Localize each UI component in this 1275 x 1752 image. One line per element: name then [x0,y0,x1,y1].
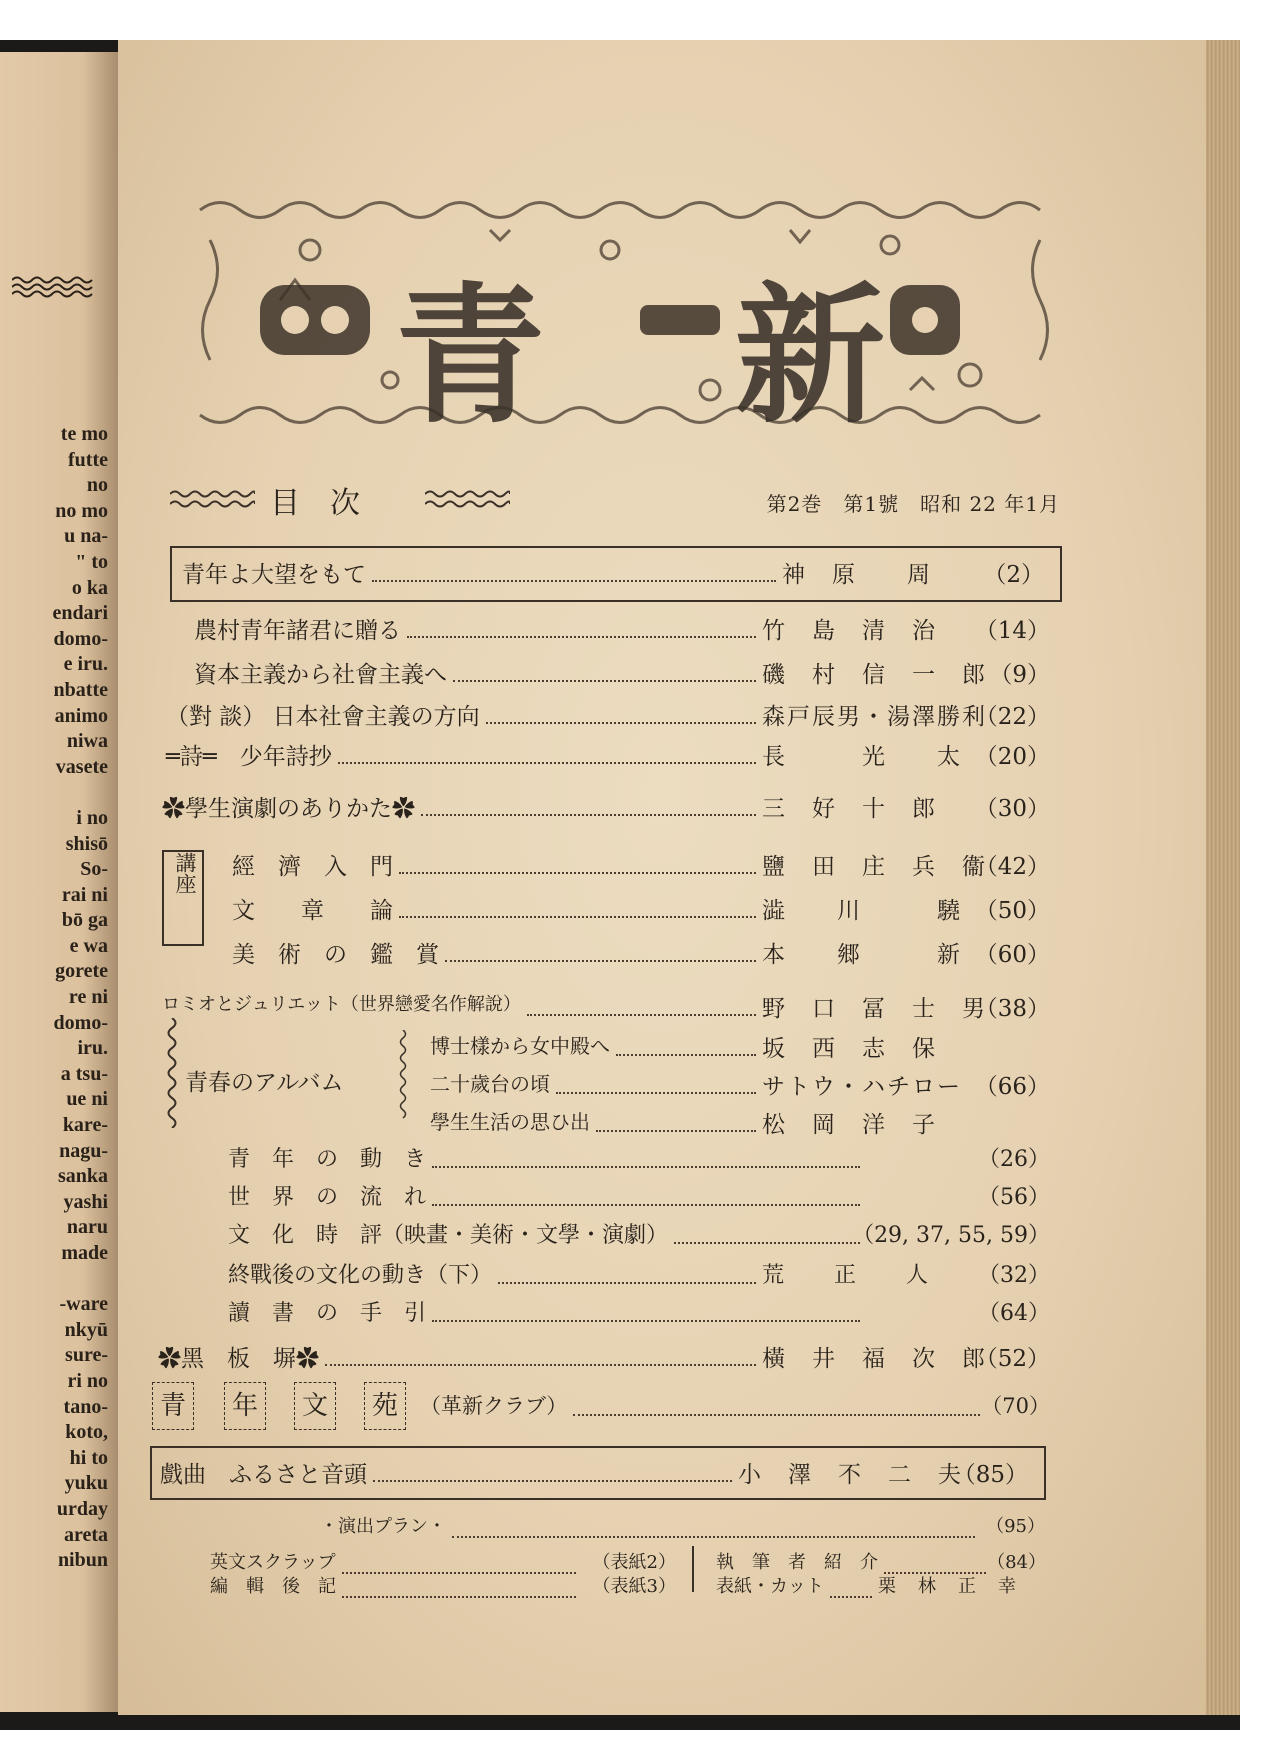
entry-author: 坂 西 志 保 [762,1036,937,1062]
footer-left-entry[interactable] [210,1572,676,1606]
left-page-line: futte [68,448,108,471]
left-page-line: re ni [68,986,108,1009]
entry-title: （對 談） 日本社會主義の方向 [166,704,480,730]
entry-title: 資本主義から社會主義へ [194,662,447,688]
left-page-line: nbatte [53,678,108,701]
left-page-line: endari [52,602,108,625]
album-label: 青春のアルバム [185,1070,344,1096]
entry-author: 野 口 冨 士 男 [762,996,987,1022]
masthead-ornament [190,190,1060,440]
entry-title: 青年よ大望をもて [182,562,366,588]
left-page-line: nagu- [59,1139,108,1162]
entry-page: （38） [974,996,1050,1022]
entry-title: 讀 書 の 手 引 [228,1301,427,1326]
leader-dots [573,1414,980,1416]
left-page-line: ue ni [66,1088,108,1111]
leader-dots [486,722,756,724]
bunen-char: 年 [231,1391,258,1421]
entry-title: 青 年 の 動 き [228,1147,427,1172]
left-page-line: yashi [63,1190,108,1213]
entry-author: 三 好 十 郎 [762,796,937,822]
leader-dots [556,1092,756,1094]
entry-page: （85） [952,1462,1028,1488]
entry-page: （64） [978,1301,1050,1326]
left-page-line: ri no [67,1369,108,1392]
entry-title: （革新クラブ） [420,1394,568,1418]
left-page-line: rai ni [61,883,108,906]
leader-dots [830,1596,872,1598]
plan-entry[interactable] [320,1512,1045,1546]
masthead-logo [190,190,1060,444]
leader-dots [373,1480,732,1482]
course-entry[interactable] [232,936,1050,970]
masthead-title-right: 新 [735,270,886,444]
entry-page: （52） [974,1346,1050,1372]
leader-dots [452,1536,975,1538]
left-page-line: no [86,474,108,497]
footer-divider [692,1546,694,1592]
left-page-line: kare- [62,1114,108,1137]
bunen-char: 文 [301,1391,328,1421]
entry-title: 文 化 時 評（映畫・美術・文學・演劇） [228,1223,669,1248]
entry-author: 神 原 周 [782,562,932,588]
left-page-line: hi to [69,1446,108,1469]
left-page-line: yuku [64,1472,108,1495]
left-page-line: sanka [57,1165,108,1188]
album-entry[interactable] [430,1068,1050,1102]
misc-entry[interactable] [228,1258,1050,1292]
entry-author: 松 岡 洋 子 [762,1112,937,1138]
page-edge [1206,40,1240,1715]
left-page-line: koto, [65,1421,108,1444]
footer-right-entry[interactable] [716,1572,1046,1606]
left-page-line: -ware [59,1293,108,1316]
entry-title: ✿黑 板 塀✿ [158,1346,319,1372]
entry-page: （56） [978,1185,1050,1210]
leader-dots [338,762,756,764]
left-page-line: a tsu- [60,1062,108,1085]
album-subbrace [398,1030,408,1122]
entry-title: 經 濟 入 門 [232,854,393,880]
entry-title: 世 界 の 流 れ [228,1185,427,1210]
entry-author: 鹽 田 庄 兵 衞 [762,854,987,880]
course-label [164,852,198,908]
left-page-line: made [61,1242,108,1264]
entry-page: （20） [974,744,1050,770]
left-page [0,52,118,1712]
leader-dots [498,1282,756,1284]
entry-title: 農村青年諸君に贈る [194,618,401,644]
left-page-line [52,780,108,806]
entry-page: （32） [978,1263,1050,1288]
leader-dots [421,814,756,816]
wave-ornament [170,486,255,512]
entry-author: 本 郷 新 [762,942,962,968]
leader-dots [445,960,756,962]
entry-page: （表紙2） [592,1552,676,1573]
bunen-char-box [224,1382,266,1430]
album-entry[interactable] [430,1106,1050,1140]
leader-dots [596,1130,756,1132]
entry-author: 森戸辰男・湯澤勝利 [762,704,987,730]
entry-page: （30） [974,796,1050,822]
misc-entry[interactable] [228,1142,1050,1176]
left-page-line: o ka [71,576,108,599]
misc-entry[interactable] [228,1296,1050,1330]
entry-author: 栗 林 正 幸 [878,1576,1018,1597]
masthead-title-left: 青 [395,270,546,444]
entry-author: 荒 正 人 [762,1263,931,1288]
left-page-line: domo- [53,627,108,650]
entry-page: （9） [989,662,1050,688]
left-page-line: no mo [55,499,108,522]
course-label-text: 講座 [173,852,197,894]
left-page-line: naru [66,1216,108,1239]
left-page-line: e iru. [63,653,108,676]
leader-dots [399,916,756,918]
entry-title: 英文スクラップ [210,1552,336,1573]
entry-title: 執 筆 者 紹 介 [716,1552,878,1573]
entry-author: 澁 川 驍 [762,898,962,924]
left-page-line: So- [80,858,108,881]
entry-page: （2） [983,562,1044,588]
bunen-char: 苑 [371,1391,398,1421]
left-page-line: domo- [53,1011,108,1034]
leader-dots [432,1204,860,1206]
entry-author: 竹 島 清 治 [762,618,937,644]
lead-article[interactable] [182,556,1044,590]
bunen-char-box [364,1382,406,1430]
left-page-line: vasete [55,755,108,778]
play-entry[interactable] [160,1456,1028,1490]
entry-page: （84） [987,1552,1046,1573]
entry-title: 二十歲台の頃 [430,1072,550,1096]
toc-heading: 目 次 [270,486,360,521]
entry-title: 美 術 の 鑑 賞 [232,942,439,968]
bunen-char-box [152,1382,194,1430]
entry-page: （50） [974,898,1050,924]
leader-dots [399,872,756,874]
entry-page: （95） [986,1516,1045,1537]
entry-author: 長 光 太 [762,744,962,770]
leader-dots [407,636,756,638]
entry-page: （29, 37, 55, 59） [852,1223,1050,1248]
left-page-text [52,422,108,1574]
entry-page: （70） [981,1394,1050,1418]
bunen-char: 青 [159,1391,186,1421]
entry-title: ✿學生演劇のありかた✿ [162,796,415,822]
entry-title: ═詩═ 少年詩抄 [166,744,332,770]
entry-page: （22） [974,704,1050,730]
misc-entry[interactable] [228,1218,1050,1252]
left-page-line: areta [63,1523,108,1546]
album-entry[interactable] [430,1030,1050,1064]
entry-title: 編 輯 後 記 [210,1576,336,1597]
entry-title: ・演出プラン・ [320,1516,446,1537]
left-page-line: sure- [65,1344,108,1367]
left-page-line: iru. [77,1037,108,1060]
left-page-line: animo [54,704,108,727]
article-entry[interactable] [166,738,1050,772]
left-page-line: nkyū [64,1318,108,1341]
left-page-line: bō ga [61,909,108,932]
article-entry[interactable] [194,612,1050,646]
entry-author: サトウ・ハチロー [762,1074,962,1100]
entry-page: （42） [974,854,1050,880]
article-entry[interactable] [166,698,1050,732]
left-page-line: te mo [60,423,108,445]
left-page-line: " to [75,550,108,573]
blackboard-entry[interactable] [158,1340,1050,1374]
romeo-entry[interactable] [162,990,1050,1024]
left-page-line [52,1267,108,1293]
issue-info: 第2巻 第1號 昭和 22 年1月 [766,492,1060,516]
leader-dots [432,1166,860,1168]
left-page-line: shisō [65,832,108,855]
article-entry[interactable] [162,790,1050,824]
course-entry[interactable] [232,892,1050,926]
entry-page: （表紙3） [592,1576,676,1597]
entry-page: （60） [974,942,1050,968]
entry-title: 終戰後の文化の動き（下） [228,1263,493,1288]
left-page-line: niwa [66,730,108,753]
wave-ornament [425,486,510,512]
leader-dots [453,680,756,682]
left-page-line: tano- [63,1395,108,1418]
album-brace [165,1018,179,1128]
entry-title: 文 章 論 [232,898,393,924]
leader-dots [432,1320,860,1322]
bunen-char-box [294,1382,336,1430]
toc-header [170,478,1060,522]
entry-title: 學生生活の思ひ出 [430,1110,590,1134]
entry-title: 戲曲 ふるさと音頭 [160,1462,367,1488]
leader-dots [527,1014,756,1016]
entry-title: 表紙・カット [716,1576,824,1597]
leader-dots [674,1242,860,1244]
bunen-sub-entry[interactable] [420,1390,1050,1424]
entry-author: 小 澤 不 二 夫 [738,1462,963,1488]
entry-author: 橫 井 福 次 郎 [762,1346,987,1372]
entry-page: （66） [974,1074,1050,1100]
entry-page: （26） [978,1147,1050,1172]
left-page-line: urday [56,1497,108,1520]
wave-ornament [12,274,98,300]
left-page-line: e wa [69,934,108,957]
leader-dots [325,1364,756,1366]
entry-title: 博士樣から女中殿へ [430,1034,610,1058]
leader-dots [372,580,776,582]
left-page-line: gorete [55,960,108,983]
entry-author: 磯 村 信 一 郎 [762,662,987,688]
article-entry[interactable] [194,656,1050,690]
left-page-line: nibun [57,1549,108,1572]
course-entry[interactable] [232,848,1050,882]
entry-title: ロミオとジュリエット（世界戀愛名作解說） [162,994,521,1015]
entry-page: （14） [974,618,1050,644]
leader-dots [342,1596,576,1598]
left-page-line: i no [76,806,108,829]
leader-dots [616,1054,756,1056]
misc-entry[interactable] [228,1180,1050,1214]
left-page-line: u na- [64,525,108,548]
